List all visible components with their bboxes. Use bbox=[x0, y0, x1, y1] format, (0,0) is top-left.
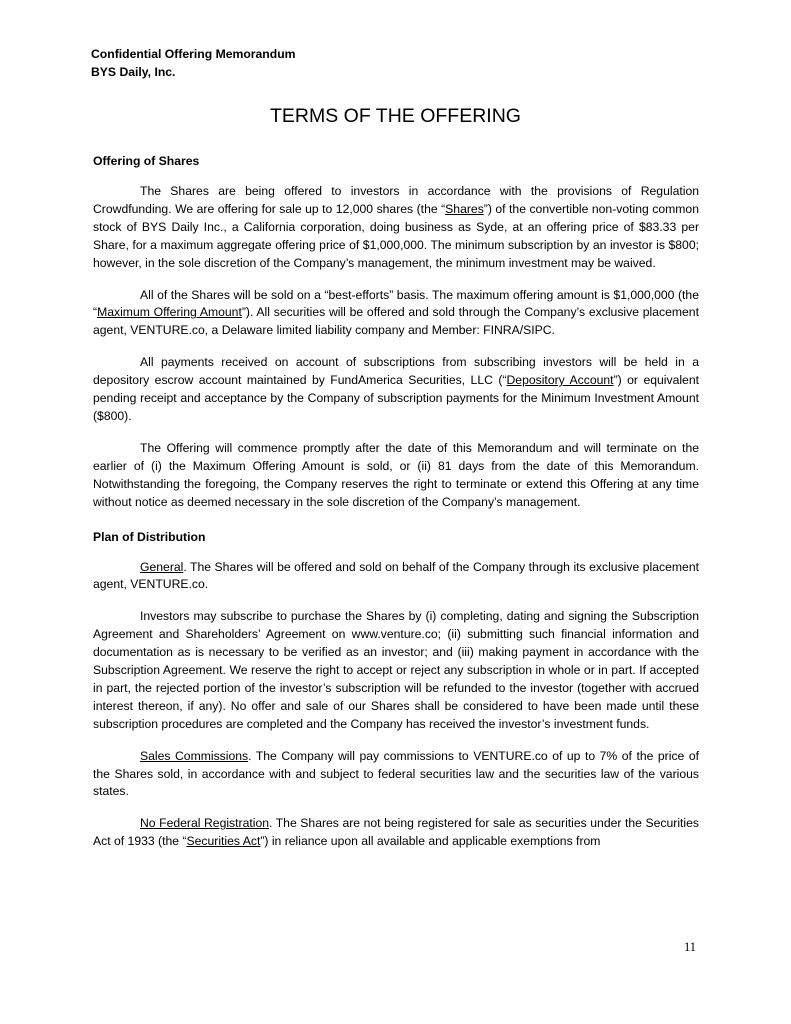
defined-term-depository-account: Depository Account bbox=[506, 373, 614, 388]
header-memorandum-label: Confidential Offering Memorandum bbox=[91, 47, 296, 61]
paragraph-general: General. The Shares will be offered and sold on behalf of the Company through its exclusive placement agent, VENTURE.co. bbox=[93, 559, 699, 592]
paragraph-best-efforts: All of the Shares will be sold on a “best-efforts” basis. The maximum offering amount is $1,000,000 (the “Maximum Offering Amount”). All securities will be offered and sold through the Company’s exclusive placement agent, VENTURE.co, a Delaware limited liability company and Member: FINRA/SIPC. bbox=[93, 287, 699, 338]
paragraph-subscription-procedure: Investors may subscribe to purchase the Shares by (i) completing, dating and signing the Subscription Agreement and Shareholders’ Agreement on www.venture.co; (ii) submitting such financial information and documentation as is necessary to be verified as an investor; and (iii) making payment in accordance with the Subscription Agreement. We reserve the right to accept or reject any subscription in whole or in part. If accepted in part, the rejected portion of the investor’s subscription will be refunded to the investor (together with accrued interest thereon, if any). No offer and sale of our Shares shall be considered to have been made until these subscription procedures are completed and the Company has received the investor’s investment funds. bbox=[93, 609, 699, 731]
document-body bbox=[93, 152, 699, 865]
subheading-no-federal-registration: No Federal Registration bbox=[140, 816, 270, 831]
header-company-name: BYS Daily, Inc. bbox=[91, 65, 176, 79]
subheading-general: General bbox=[140, 559, 184, 574]
paragraph-no-federal-registration: No Federal Registration. The Shares are not being registered for sale as securities under the Securities Act of 1933 (the “Securities Act”) in reliance upon all available and applicable exemptions from bbox=[93, 816, 699, 849]
page-number: 11 bbox=[683, 940, 696, 954]
defined-term-securities-act: Securities Act bbox=[186, 834, 261, 849]
defined-term-maximum-offering-amount: Maximum Offering Amount bbox=[97, 305, 242, 320]
section-heading-offering-of-shares: Offering of Shares bbox=[93, 154, 200, 168]
document-header bbox=[91, 45, 295, 81]
section-heading-plan-of-distribution: Plan of Distribution bbox=[93, 529, 206, 544]
page-title: TERMS OF THE OFFERING bbox=[270, 105, 521, 127]
paragraph-depository-account: All payments received on account of subscriptions from subscribing investors will be held in a depository escrow account maintained by FundAmerica Securities, LLC (“Depository Account”) or equivalent pending receipt and acceptance by the Company of subscription payments for the Minimum Investment Amount ($800). bbox=[93, 355, 700, 423]
paragraph-offering-shares: The Shares are being offered to investors in accordance with the provisions of Regulation Crowdfunding. We are offering for sale up to 12,000 shares (the “Shares”) of the convertible non-voting common stock of BYS Daily Inc., a California corporation, doing business as Syde, at an offering price of $83.33 per Share, for a maximum aggregate offering price of $1,000,000. The minimum subscription by an investor is $800; however, in the sole discretion of the Company’s management, the minimum investment may be waived. bbox=[93, 184, 699, 270]
paragraph-sales-commissions: Sales Commissions. The Company will pay commissions to VENTURE.co of up to 7% of the price of the Shares sold, in accordance with and subject to federal securities law and the securities law of the various states. bbox=[93, 748, 699, 799]
subheading-sales-commissions: Sales Commissions bbox=[140, 748, 249, 763]
paragraph-offering-term: The Offering will commence promptly after the date of this Memorandum and will terminate on the earlier of (i) the Maximum Offering Amount is sold, or (ii) 81 days from the date of this Memorandum. Notwithstanding the foregoing, the Company reserves the right to terminate or extend this Offering at any time without notice as deemed necessary in the sole discretion of the Company’s management. bbox=[93, 440, 699, 509]
defined-term-shares: Shares bbox=[445, 201, 484, 216]
